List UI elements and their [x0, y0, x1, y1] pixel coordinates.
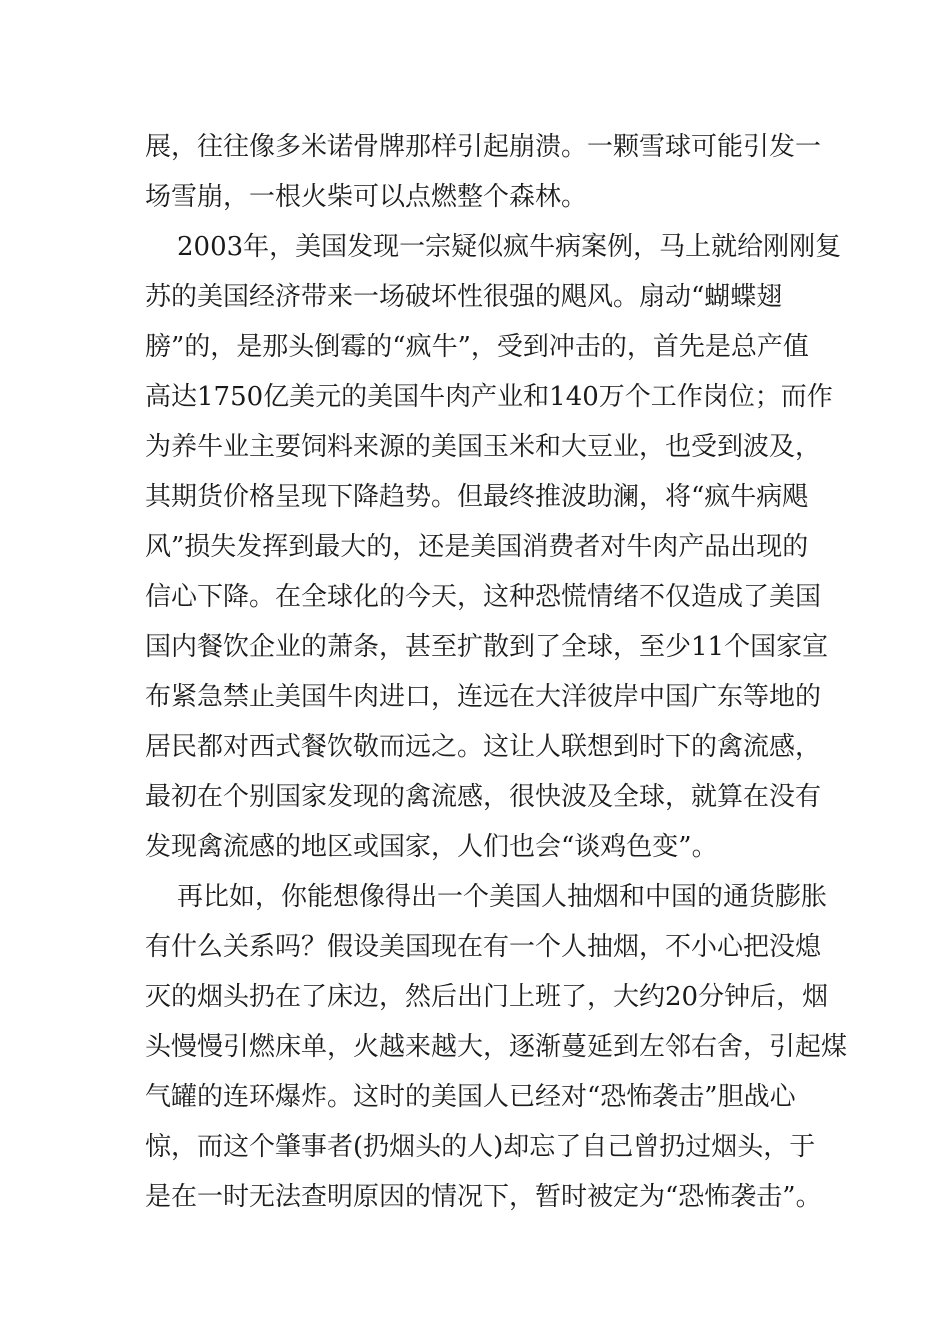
paragraph-start-line: 2003年，美国发现一宗疑似疯牛病案例，马上就给刚刚复: [177, 232, 842, 262]
text-line: 惊，而这个肇事者(扔烟头的人)却忘了自己曾扔过烟头，于: [145, 1132, 816, 1162]
text-line: 为养牛业主要饲料来源的美国玉米和大豆业，也受到波及，: [145, 432, 822, 462]
paragraph-start-line: 再比如，你能想像得出一个美国人抽烟和中国的通货膨胀: [177, 882, 828, 912]
text-line: 展，往往像多米诺骨牌那样引起崩溃。一颗雪球可能引发一: [145, 132, 822, 162]
text-line: 居民都对西式餐饮敬而远之。这让人联想到时下的禽流感，: [145, 732, 822, 762]
text-line: 头慢慢引燃床单，火越来越大，逐渐蔓延到左邻右舍，引起煤: [145, 1032, 848, 1062]
text-line: 风”损失发挥到最大的，还是美国消费者对牛肉产品出现的: [145, 532, 809, 562]
text-line: 信心下降。在全球化的今天，这种恐慌情绪不仅造成了美国: [145, 582, 822, 612]
text-line: 其期货价格呈现下降趋势。但最终推波助澜，将“疯牛病飓: [145, 482, 809, 512]
text-line: 布紧急禁止美国牛肉进口，连远在大洋彼岸中国广东等地的: [145, 682, 822, 712]
text-line: 有什么关系吗？假设美国现在有一个人抽烟，不小心把没熄: [145, 932, 822, 962]
text-line: 气罐的连环爆炸。这时的美国人已经对“恐怖袭击”胆战心: [145, 1082, 796, 1112]
text-line: 场雪崩，一根火柴可以点燃整个森林。: [145, 182, 588, 212]
text-line: 高达1750亿美元的美国牛肉产业和140万个工作岗位；而作: [145, 382, 833, 412]
text-line: 是在一时无法查明原因的情况下，暂时被定为“恐怖袭击”。: [145, 1182, 822, 1212]
text-line: 最初在个别国家发现的禽流感，很快波及全球，就算在没有: [145, 782, 822, 812]
text-line: 膀”的，是那头倒霉的“疯牛”，受到冲击的，首先是总产值: [145, 332, 809, 362]
text-line: 苏的美国经济带来一场破坏性很强的飓风。扇动“蝴蝶翅: [145, 282, 783, 312]
text-line: 国内餐饮企业的萧条，甚至扩散到了全球，至少11个国家宣: [145, 632, 829, 662]
text-line: 发现禽流感的地区或国家，人们也会“谈鸡色变”。: [145, 832, 718, 862]
text-line: 灭的烟头扔在了床边，然后出门上班了，大约20分钟后，烟: [145, 982, 829, 1012]
